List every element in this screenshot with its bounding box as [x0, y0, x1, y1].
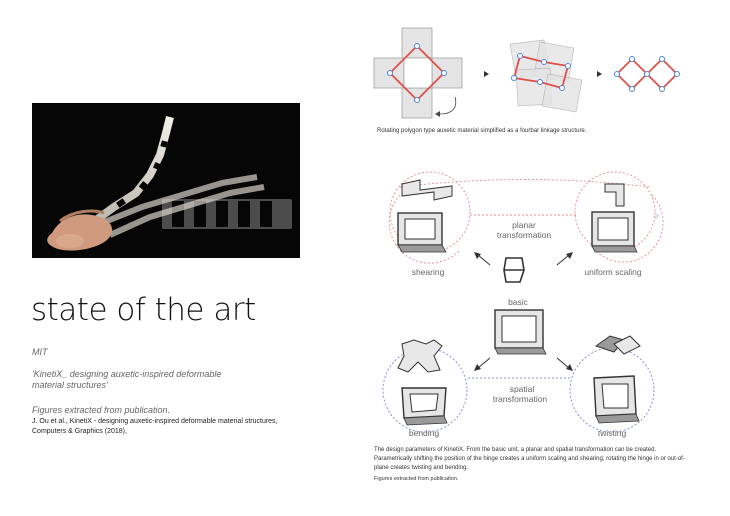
- planar-label: planar: [512, 220, 536, 230]
- arrow-icon: [597, 71, 602, 77]
- twisting-unit-illustration: [594, 336, 640, 423]
- spatial-transformation-label: transformation: [492, 394, 548, 404]
- twisting-label: twisting: [597, 428, 627, 438]
- uniform-scaling-unit-illustration: [592, 184, 637, 252]
- shearing-label: shearing: [411, 267, 445, 277]
- bottom-figures-note: Figures extracted from publication.: [374, 476, 459, 482]
- design-parameters-caption: The design parameters of KinetiX. From the basic unit, a planar and spatial transformation can be created. Parametrically shifting the position of the hinge creates a uniform scaling and shearing; rotating the hinge in or out-of-plane creates twisting and bending.: [374, 447, 685, 471]
- rotated-unit-illustration: [510, 40, 582, 112]
- fourbar-caption: Rotating polygon type auxetic material simplified as a fourbar linkage structure.: [377, 128, 587, 134]
- cross-unit-illustration: [374, 28, 462, 118]
- arrow-icon: [484, 71, 489, 77]
- project-title-line2: material structures': [32, 380, 108, 390]
- project-title-line1: 'KinetiX_ designing auxetic-inspired deformable: [32, 369, 222, 379]
- bending-unit-illustration: [398, 340, 447, 425]
- basic-label: basic: [508, 297, 528, 307]
- institution-label: MIT: [32, 347, 48, 357]
- reference-citation: J. Ou et al., KinetiX - designing auxetic-inspired deformable material structures, Computers & Graphics (2018),: [32, 418, 278, 435]
- bending-label: bending: [408, 428, 440, 438]
- spatial-label: spatial: [509, 384, 535, 394]
- figures-note: Figures extracted from publication.: [32, 405, 171, 415]
- page-arrow-icon: [655, 212, 660, 220]
- shearing-unit-illustration: [398, 180, 452, 252]
- page-title: state of the art: [31, 292, 256, 328]
- planar-transformation-label: transformation: [496, 230, 552, 240]
- uniform-scaling-label: uniform scaling: [584, 267, 642, 277]
